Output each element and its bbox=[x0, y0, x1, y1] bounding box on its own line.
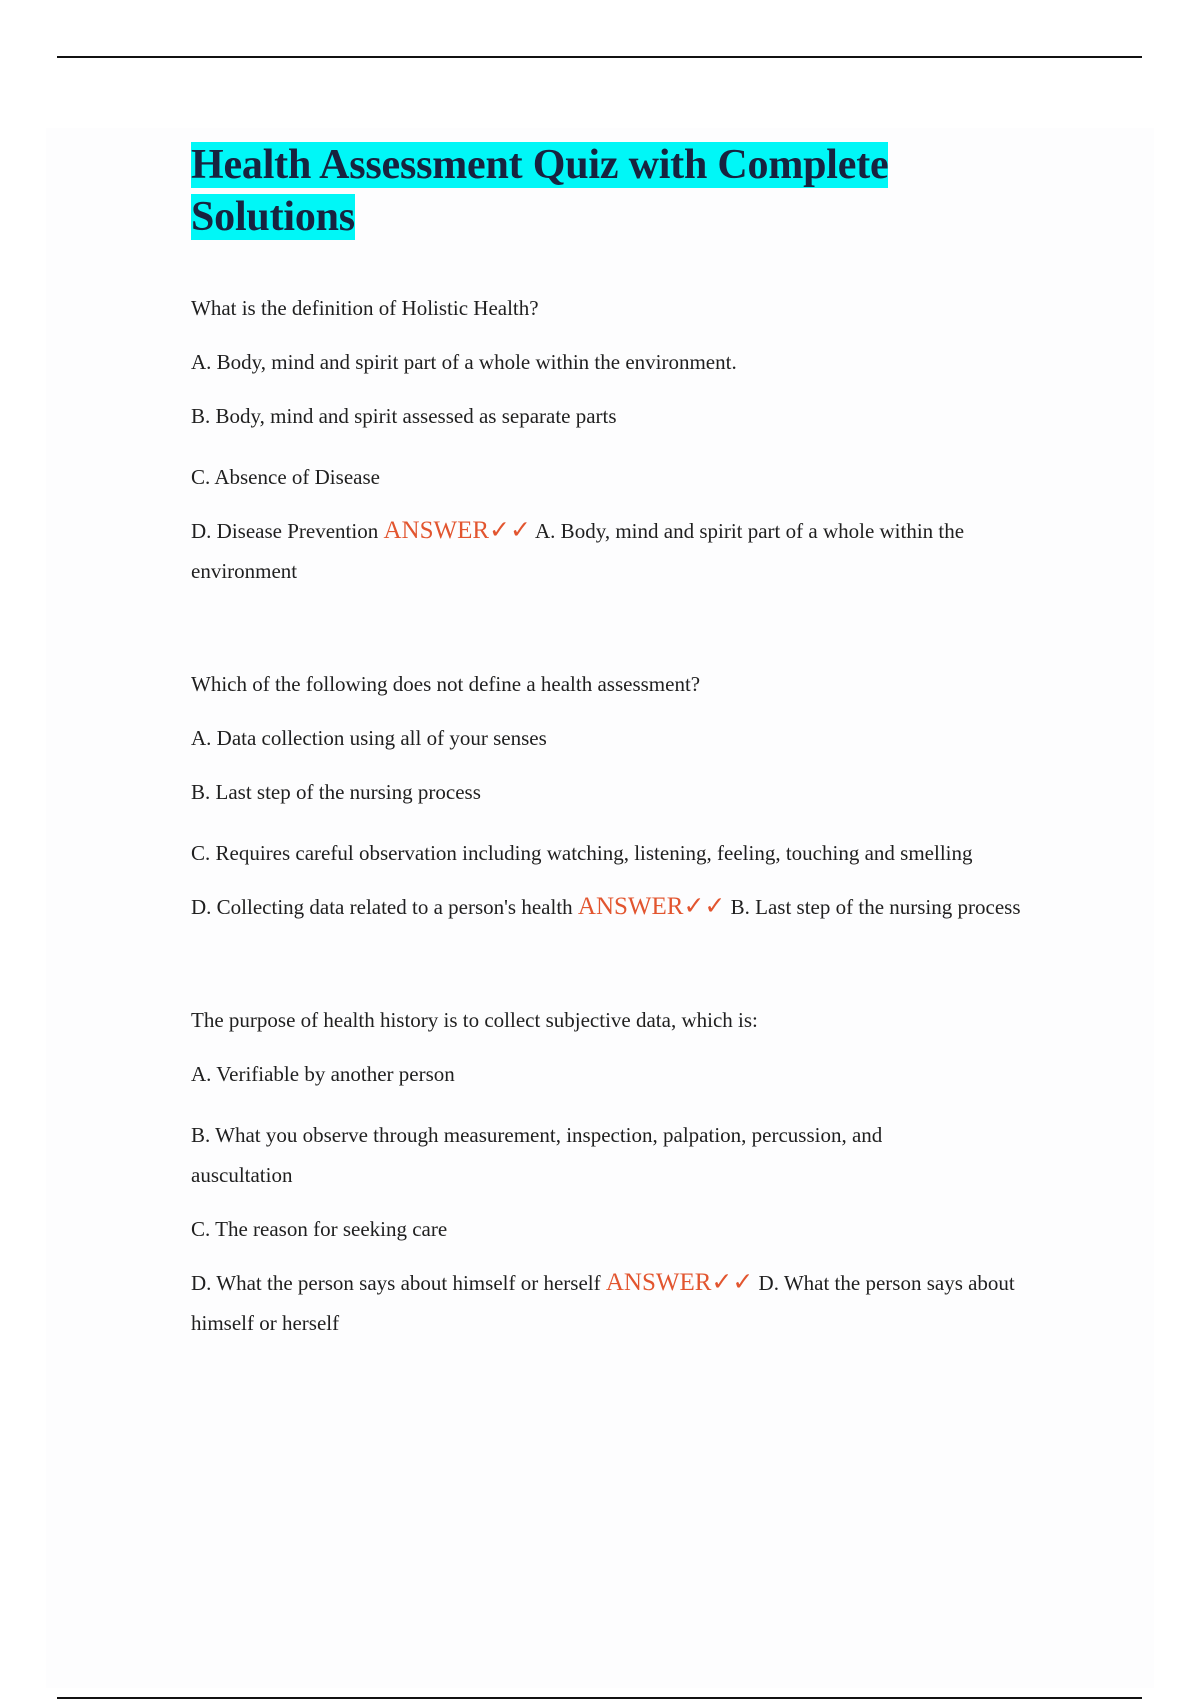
question-block-3 bbox=[191, 1007, 1051, 1343]
answer-tag: ANSWER✓✓ bbox=[605, 1269, 754, 1296]
question-text: The purpose of health history is to collect subjective data, which is: bbox=[191, 1008, 758, 1032]
option-d: D. Disease Prevention bbox=[191, 519, 379, 543]
option-d: D. Collecting data related to a person's health bbox=[191, 895, 573, 919]
option-d-with-answer bbox=[191, 887, 1051, 927]
answer-tag: ANSWER✓✓ bbox=[383, 517, 531, 544]
answer-text: B. Last step of the nursing process bbox=[730, 895, 1021, 919]
option-b: B. Last step of the nursing process bbox=[191, 780, 481, 804]
answer-text: A. Body, mind and spirit part of a whole within the environment bbox=[191, 519, 965, 583]
option-c: C. The reason for seeking care bbox=[191, 1217, 448, 1241]
option-c: C. Absence of Disease bbox=[191, 465, 380, 489]
header-rule bbox=[57, 56, 1142, 58]
answer-text: D. What the person says about himself or herself bbox=[191, 1271, 1015, 1335]
question-text: What is the definition of Holistic Health? bbox=[191, 296, 539, 320]
option-c: C. Requires careful observation including watching, listening, feeling, touching and smelling bbox=[191, 841, 973, 865]
option-b: B. What you observe through measurement, inspection, palpation, percussion, and auscultation bbox=[191, 1123, 883, 1187]
option-a: A. Data collection using all of your senses bbox=[191, 726, 547, 750]
option-b: B. Body, mind and spirit assessed as separate parts bbox=[191, 404, 617, 428]
option-d-with-answer bbox=[191, 511, 1051, 591]
document-content bbox=[191, 139, 1051, 1343]
option-a: A. Body, mind and spirit part of a whole within the environment. bbox=[191, 350, 737, 374]
question-block-1 bbox=[191, 295, 1051, 591]
document-title bbox=[191, 139, 1051, 243]
title-highlight: Health Assessment Quiz with Complete Solutions bbox=[191, 142, 889, 240]
footer-rule bbox=[57, 1697, 1142, 1699]
option-a: A. Verifiable by another person bbox=[191, 1062, 455, 1086]
option-d-with-answer bbox=[191, 1263, 1051, 1343]
option-d: D. What the person says about himself or herself bbox=[191, 1271, 601, 1295]
question-text: Which of the following does not define a health assessment? bbox=[191, 672, 701, 696]
question-block-2 bbox=[191, 671, 1051, 927]
answer-tag: ANSWER✓✓ bbox=[577, 893, 726, 920]
